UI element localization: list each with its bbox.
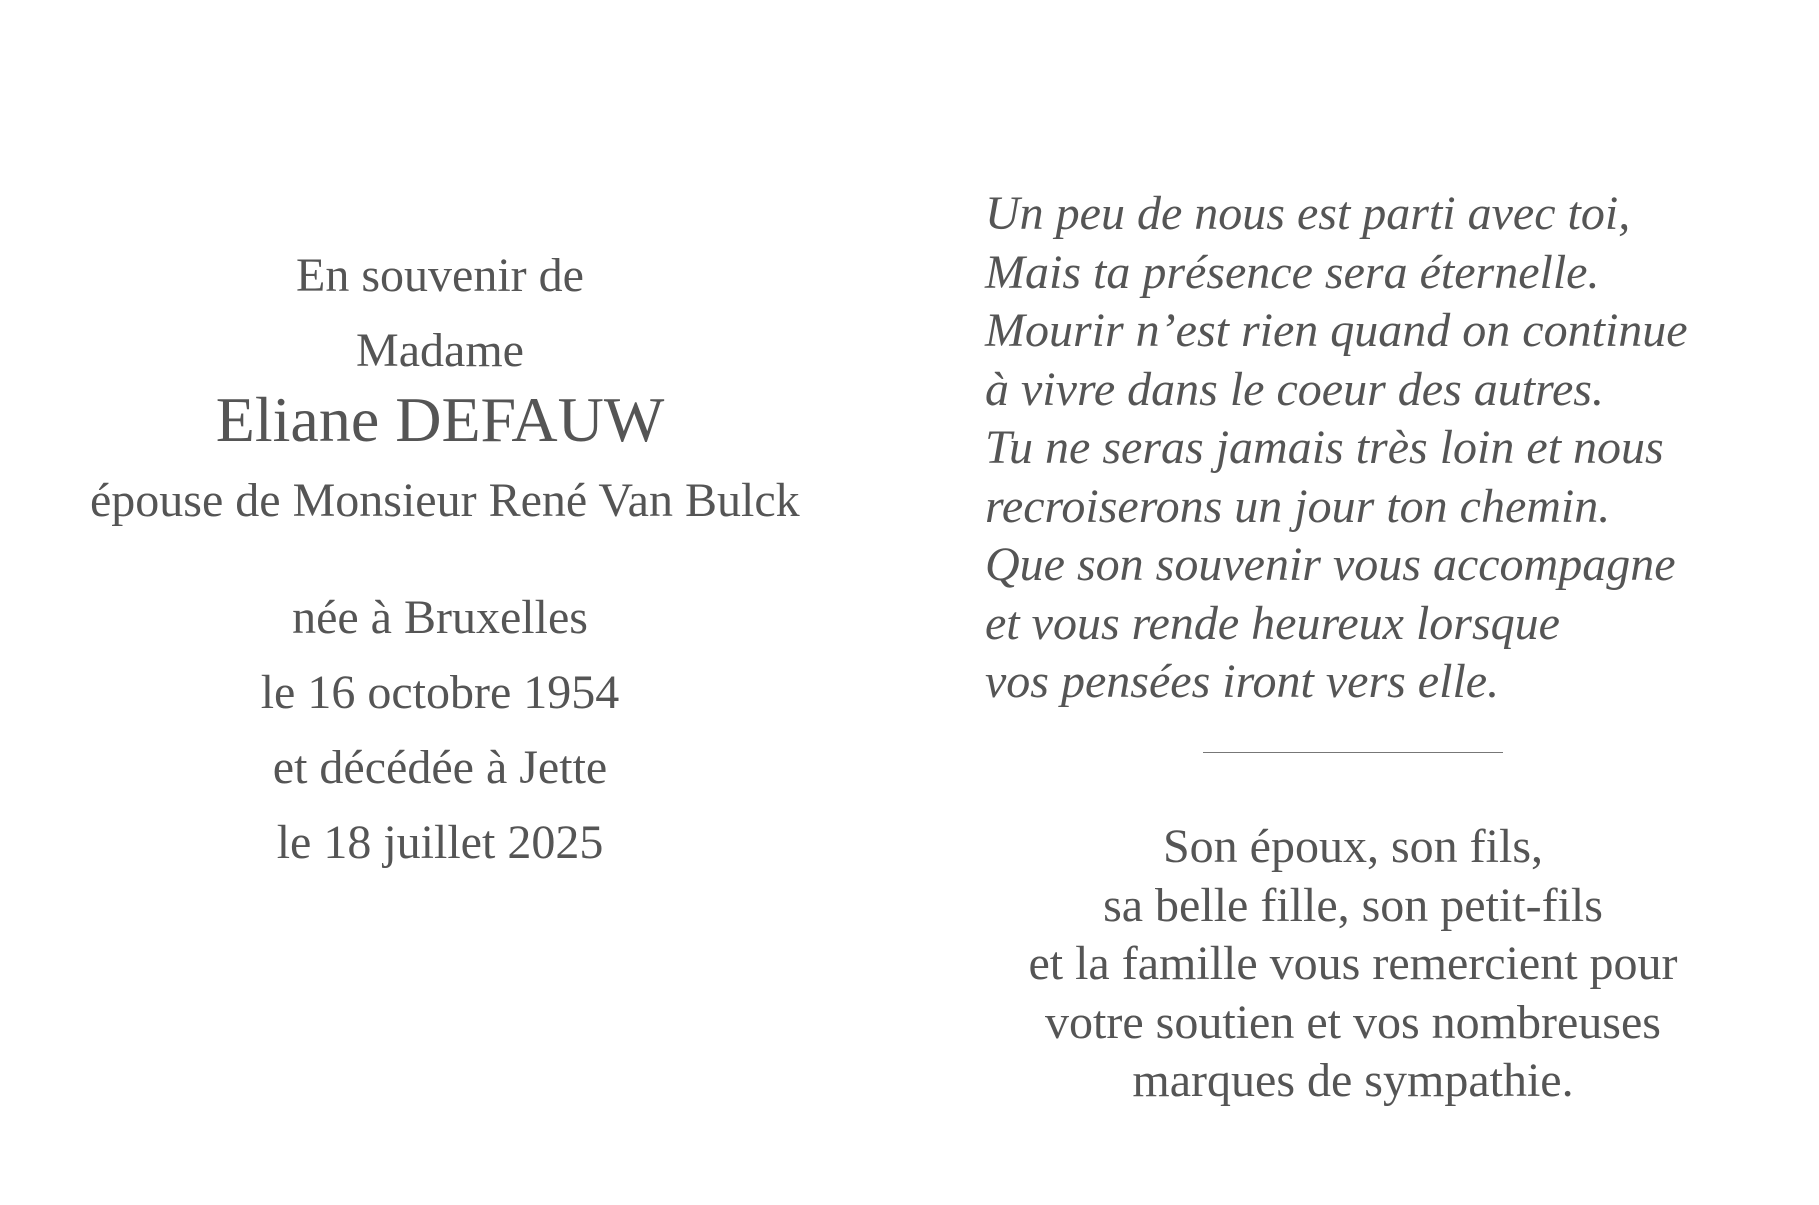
thanks-line: marques de sympathie. <box>1132 1054 1574 1107</box>
poem-line: vos pensées iront vers elle. <box>985 655 1500 708</box>
poem-line: et vous rende heureux lorsque <box>985 596 1560 650</box>
birth-place: née à Bruxelles <box>292 591 588 644</box>
spouse-text: épouse de Monsieur René Van Bulck <box>90 474 800 527</box>
death-place: et décédée à Jette <box>272 741 608 794</box>
poem <box>985 185 1688 712</box>
birth-date: le 16 octobre 1954 <box>260 666 620 719</box>
title-text: Madame <box>356 324 524 377</box>
thanks-line: Son époux, son fils, <box>1162 820 1543 873</box>
poem-line: Mourir n’est rien quand on continue <box>985 304 1688 357</box>
poem-line: Un peu de nous est parti avec toi, <box>985 187 1631 240</box>
right-panel <box>985 0 1785 1205</box>
thanks-line: votre soutien et vos nombreuses <box>1045 995 1661 1049</box>
thanks-message <box>985 818 1721 1111</box>
deceased-name: Eliane DEFAUW <box>215 384 665 455</box>
separator-line <box>1203 752 1503 753</box>
poem-line: à vivre dans le coeur des autres. <box>985 362 1604 416</box>
poem-line: recroiserons un jour ton chemin. <box>985 479 1611 533</box>
poem-line: Mais ta présence sera éternelle. <box>985 245 1600 299</box>
left-panel <box>90 0 800 1205</box>
poem-line: Tu ne seras jamais très loin et nous <box>985 421 1664 474</box>
intro-text: En souvenir de <box>296 249 584 302</box>
thanks-line: et la famille vous remercient pour <box>1028 937 1678 990</box>
poem-line: Que son souvenir vous accompagne <box>985 538 1676 591</box>
death-date: le 18 juillet 2025 <box>276 816 604 869</box>
thanks-line: sa belle fille, son petit-fils <box>1103 878 1603 932</box>
